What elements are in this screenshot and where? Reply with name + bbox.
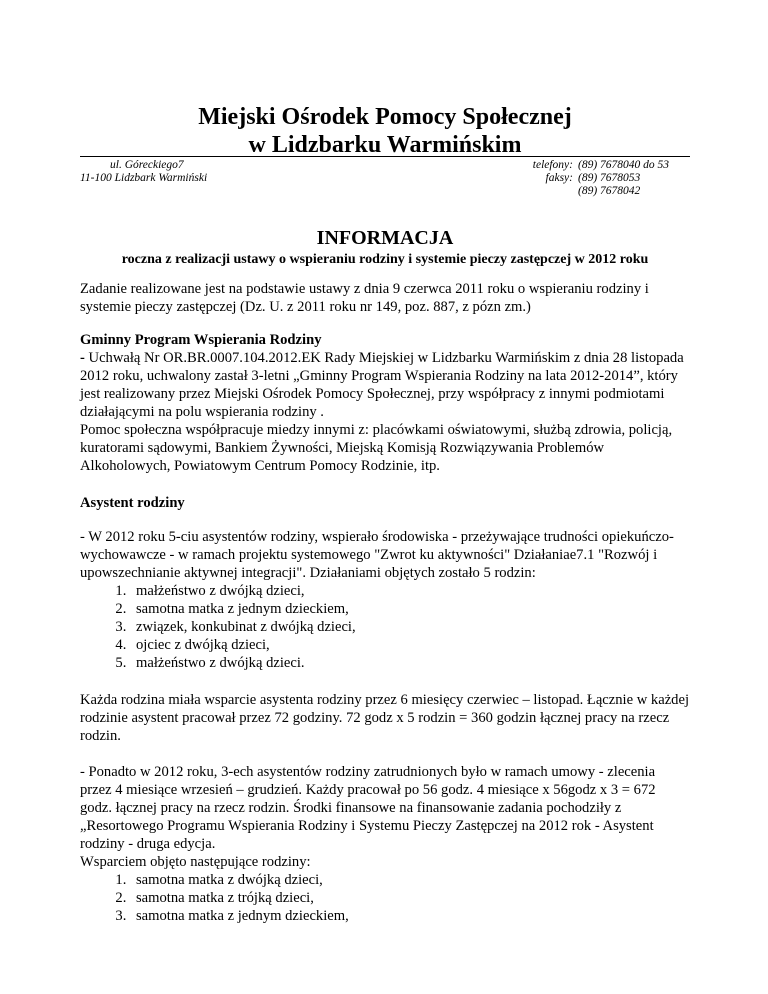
assistant-text-3: - Ponadto w 2012 roku, 3-ech asystentów rodziny zatrudnionych było w ramach umowy - zlecenia przez 4 miesiące wrzesień – grudzień. Każdy pracował po 56 godz. 4 miesiące x 56godz x 3 = 672 godz. łącznej pracy na rzecz rodzin. Środki finansowe na finansowanie zadania pochodziły z „Resortowego Programu Wspierania Rodziny i Systemu Pieczy Zastępczej na 2012 rok - Asystent rodziny - druga edycja. xyxy=(80,764,656,852)
assistant-para-3 xyxy=(80,763,690,925)
contact-numbers xyxy=(517,159,690,198)
program-cooperation: Pomoc społeczna współpracuje miedzy innymi z: placówkami oświatowymi, służbą zdrowia, policją, kuratorami sądowymi, Bankiem Żywności, Miejską Komisją Rozwiązywania Problemów Alkoholowych, Powiatowym Centrum Pomocy Rodzinie, itp. xyxy=(80,422,673,474)
program-section xyxy=(80,331,690,475)
assistant-text-3b: Wsparciem objęto następujące rodziny: xyxy=(80,854,311,870)
list-item: 3. samotna matka z jednym dzieckiem, xyxy=(130,907,690,925)
list-item: 3. związek, konkubinat z dwójką dzieci, xyxy=(130,618,690,636)
phones-label: telefony: xyxy=(532,159,573,171)
list-item: 5. małżeństwo z dwójką dzieci. xyxy=(130,654,690,672)
intro-paragraph xyxy=(80,280,690,316)
program-dash: - xyxy=(80,350,85,366)
list-item: 4. ojciec z dwójką dzieci, xyxy=(130,636,690,654)
families-list-2 xyxy=(80,871,690,925)
phones-value: (89) 7678040 do 53 xyxy=(578,159,670,171)
assistant-text-1: - W 2012 roku 5-ciu asystentów rodziny, wspierało środowiska - przeżywające trudności opiekuńczo-wychowawcze - w ramach projektu systemowego "Zwrot ku aktywności" Działaniae7.1 "Rozwój i upowszechnianie aktywnej integracji". Działaniami objętych zostało 5 rodzin: xyxy=(80,529,674,581)
document-subheading: roczna z realizacji ustawy o wspieraniu rodziny i systemie pieczy zastępczej w 2012 roku xyxy=(121,252,649,267)
fax-value: (89) 7678053 xyxy=(578,172,641,184)
program-heading: Gminny Program Wspierania Rodziny xyxy=(80,332,322,348)
families-list-1 xyxy=(80,582,690,672)
intro-text: Zadanie realizowane jest na podstawie ustawy z dnia 9 czerwca 2011 roku o wspieraniu rodziny i systemie pieczy zastępczej (Dz. U. z 2011 roku nr 149, poz. 887, z pózn zm.) xyxy=(80,281,649,315)
program-text xyxy=(80,349,690,421)
list-item: 2. samotna matka z jednym dzieckiem, xyxy=(130,600,690,618)
assistant-heading: Asystent rodziny xyxy=(80,495,185,511)
assistant-section xyxy=(80,494,690,512)
list-item: 1. samotna matka z dwójką dzieci, xyxy=(130,871,690,889)
institution-name: Miejski Ośrodek Pomocy Społecznej xyxy=(198,104,572,130)
program-resolution: Uchwałą Nr OR.BR.0007.104.2012.EK Rady Miejskiej w Lidzbarku Warmińskim z dnia 28 listopada 2012 roku, uchwalony zastał 3-letni „Gminny Program Wspierania Rodziny na lata 2012-2014”, który jest realizowany przez Miejski Ośrodek Pomocy Społecznej, przy współpracy z innymi podmiotami działającymi na polu wspierania rodziny . xyxy=(80,350,684,420)
postal-address xyxy=(80,159,207,185)
address-bar xyxy=(80,156,690,203)
fax-value-2: (89) 7678042 xyxy=(578,185,641,197)
list-item: 1. małżeństwo z dwójką dzieci, xyxy=(130,582,690,600)
assistant-para-1 xyxy=(80,528,690,672)
fax-label: faksy: xyxy=(545,172,573,184)
list-item: 2. samotna matka z trójką dzieci, xyxy=(130,889,690,907)
document-heading: INFORMACJA xyxy=(316,227,454,249)
assistant-para-2 xyxy=(80,691,690,745)
assistant-text-2: Każda rodzina miała wsparcie asystenta rodziny przez 6 miesięcy czerwiec – listopad. Łącznie w każdej rodzinie asystent pracował przez 72 godziny. 72 godz x 5 rodzin = 360 godzin łącznej pracy na rzecz rodzin. xyxy=(80,692,690,744)
street: ul. Góreckiego7 xyxy=(110,159,184,171)
city: 11-100 Lidzbark Warmiński xyxy=(80,172,208,184)
institution-location: w Lidzbarku Warmińskim xyxy=(248,132,522,158)
